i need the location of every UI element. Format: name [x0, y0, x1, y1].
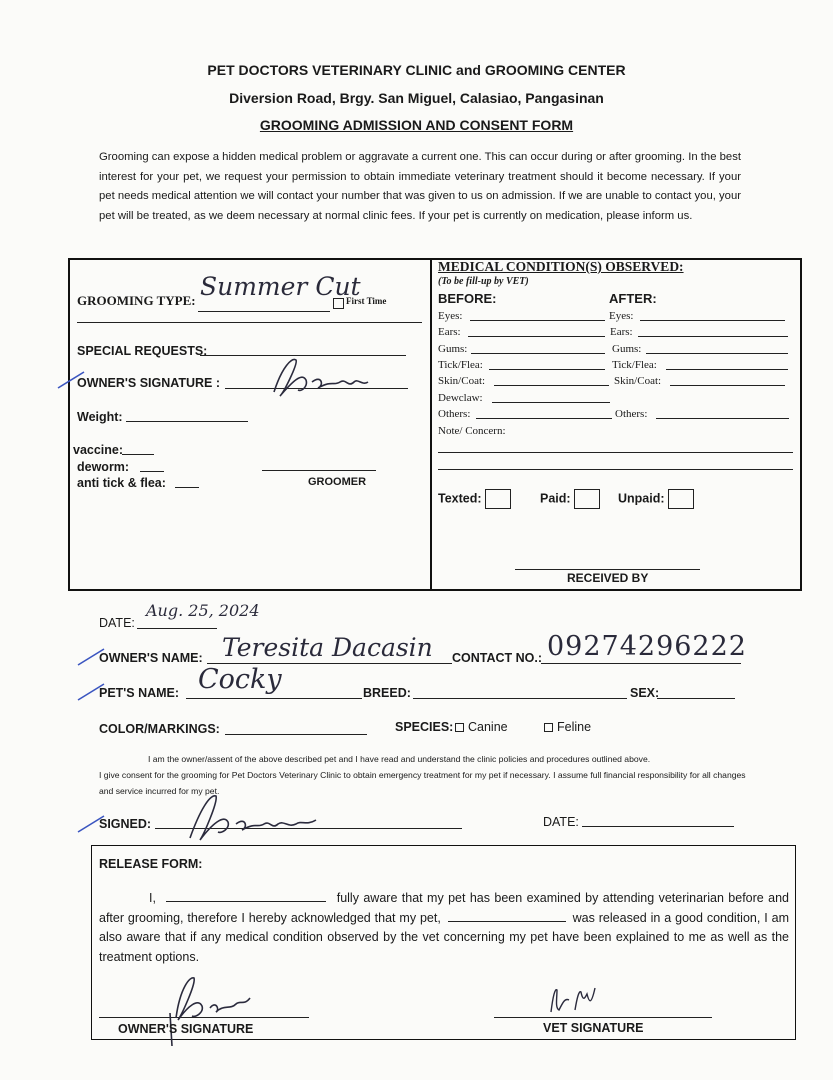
note-line-2[interactable] [438, 469, 793, 470]
after-tickflea-line[interactable] [666, 369, 788, 370]
paid-label: Paid: [540, 489, 600, 509]
before-tickflea-line[interactable] [489, 369, 605, 370]
form-title: GROOMING ADMISSION AND CONSENT FORM [259, 117, 574, 133]
after-skincoat-line[interactable] [670, 385, 785, 386]
before-dewclaw-label: Dewclaw: [438, 392, 483, 404]
medical-subtitle: (To be fill-up by VET) [438, 276, 529, 287]
medical-title: MEDICAL CONDITION(S) OBSERVED: [438, 259, 684, 274]
grooming-type-line-2 [77, 322, 422, 323]
breed-line[interactable] [413, 698, 627, 699]
after-others-line[interactable] [656, 418, 789, 419]
before-label: BEFORE: [438, 291, 497, 306]
clinic-name: PET DOCTORS VETERINARY CLINIC and GROOMING CENTER [207, 62, 626, 78]
signed-label: SIGNED: [99, 817, 152, 831]
paid-checkbox[interactable] [574, 489, 600, 509]
release-owner-signature-drawing [150, 968, 260, 1048]
antitick-label: anti tick & flea: [77, 476, 166, 490]
unpaid-label: Unpaid: [618, 489, 694, 509]
owner-name-value[interactable]: Teresita Dacasin [222, 633, 433, 662]
color-markings-line[interactable] [225, 734, 367, 735]
vaccine-label: vaccine: [73, 443, 124, 457]
before-eyes-line[interactable] [470, 320, 605, 321]
before-ears-label: Ears: [438, 326, 461, 338]
weight-line[interactable] [126, 421, 248, 422]
after-gums-line[interactable] [646, 353, 788, 354]
note-concern-label: Note/ Concern: [438, 425, 506, 437]
note-line-1[interactable] [438, 452, 793, 453]
texted-label: Texted: [438, 489, 511, 509]
release-vet-signature-drawing [545, 980, 605, 1016]
signed-signature-drawing [180, 790, 330, 845]
before-skincoat-label: Skin/Coat: [438, 375, 486, 387]
after-skincoat-label: Skin/Coat: [614, 375, 662, 387]
species-feline-option[interactable]: Feline [544, 720, 591, 734]
consent-text-1: I am the owner/assent of the above described pet and I have read and understand the clinic policies and procedures outlined above. [148, 754, 651, 764]
after-eyes-label: Eyes: [609, 310, 634, 322]
before-ears-line[interactable] [468, 336, 605, 337]
after-others-label: Others: [615, 408, 648, 420]
owner-signature-label: OWNER'S SIGNATURE : [77, 376, 221, 390]
groomer-line[interactable] [262, 470, 376, 471]
contact-line[interactable] [541, 663, 741, 664]
before-eyes-label: Eyes: [438, 310, 463, 322]
release-vet-signature-label: VET SIGNATURE [543, 1021, 644, 1035]
contact-value[interactable]: 09274296222 [547, 631, 747, 662]
before-gums-line[interactable] [471, 353, 605, 354]
release-paragraph: I, fully aware that my pet has been examined by attending veterinarian before and after grooming, therefore I hereby acknowledged that my pet, was released in a good condition, I am also aware that if any medical condition observed by the vet concerning my pet have been explained to me as well as the treatment options. [99, 891, 789, 964]
after-label: AFTER: [609, 291, 657, 306]
deworm-label: deworm: [77, 460, 130, 474]
clinic-address: Diversion Road, Brgy. San Miguel, Calasiao, Pangasinan [229, 90, 604, 106]
after-tickflea-label: Tick/Flea: [612, 359, 657, 371]
breed-label: BREED: [363, 686, 411, 700]
owner-signature-drawing [262, 352, 372, 402]
sex-label: SEX: [630, 686, 660, 700]
check-mark-icon [56, 370, 86, 390]
after-eyes-line[interactable] [640, 320, 785, 321]
release-owner-name-blank[interactable] [166, 889, 326, 902]
pet-name-line[interactable] [186, 698, 362, 699]
before-tickflea-label: Tick/Flea: [438, 359, 483, 371]
special-requests-label: SPECIAL REQUESTS: [77, 344, 208, 358]
release-vet-signature-line[interactable] [494, 1017, 712, 1018]
after-ears-label: Ears: [610, 326, 633, 338]
color-markings-label: COLOR/MARKINGS: [99, 722, 220, 736]
before-others-label: Others: [438, 408, 471, 420]
contact-label: CONTACT NO.: [452, 651, 543, 665]
grooming-type-label: GROOMING TYPE: [77, 293, 196, 308]
before-gums-label: Gums: [438, 343, 468, 355]
received-by-label: RECEIVED BY [567, 571, 649, 585]
pet-name-value[interactable]: Cocky [198, 664, 282, 695]
before-skincoat-line[interactable] [494, 385, 609, 386]
pet-name-label: PET'S NAME: [99, 686, 180, 700]
signed-date-line[interactable] [582, 826, 734, 827]
before-others-line[interactable] [476, 418, 612, 419]
admission-box-divider [430, 258, 432, 591]
species-canine-option[interactable]: Canine [455, 720, 508, 734]
sex-line[interactable] [657, 698, 735, 699]
owner-name-label: OWNER'S NAME: [99, 651, 203, 665]
date-line[interactable] [137, 628, 217, 629]
groomer-label: GROOMER [308, 476, 367, 488]
release-form-title: RELEASE FORM: [99, 857, 203, 871]
intro-paragraph: Grooming can expose a hidden medical problem or aggravate a current one. This can occur during or after grooming. In the best interest for your pet, we request your permission to obtain immediate veterinary treatment should it become necessary. If your pet needs medical attention we will contact your number that was given to us on admission. If we are unable to contact you, your pet will be treated, as we deem necessary at normal clinic fees. If your pet is currently on medication, please inform us. [99, 151, 741, 222]
release-owner-signature-label: OWNER'S SIGNATURE [118, 1022, 254, 1036]
species-label: SPECIES: [395, 720, 454, 734]
texted-checkbox[interactable] [485, 489, 511, 509]
deworm-line[interactable] [140, 471, 164, 472]
first-time-label: First Time [346, 296, 387, 306]
vaccine-line[interactable] [122, 454, 154, 455]
signed-date-label: DATE: [543, 815, 579, 829]
date-label: DATE: [99, 616, 135, 630]
after-ears-line[interactable] [638, 336, 788, 337]
weight-label: Weight: [77, 410, 123, 424]
after-gums-label: Gums: [612, 343, 642, 355]
received-by-line[interactable] [515, 569, 700, 570]
release-pet-name-blank[interactable] [448, 909, 566, 922]
unpaid-checkbox[interactable] [668, 489, 694, 509]
grooming-type-line [198, 311, 330, 312]
date-value[interactable]: Aug. 25, 2024 [146, 601, 260, 620]
before-dewclaw-line[interactable] [492, 402, 610, 403]
grooming-type-value[interactable]: Summer Cut [200, 272, 361, 301]
antitick-line[interactable] [175, 487, 199, 488]
consent-text-2: I give consent for the grooming for Pet Doctors Veterinary Clinic to obtain emergency treatment for my pet if necessary. I assume full financial responsibility for all changes and service incurred for my pet. [99, 770, 746, 796]
